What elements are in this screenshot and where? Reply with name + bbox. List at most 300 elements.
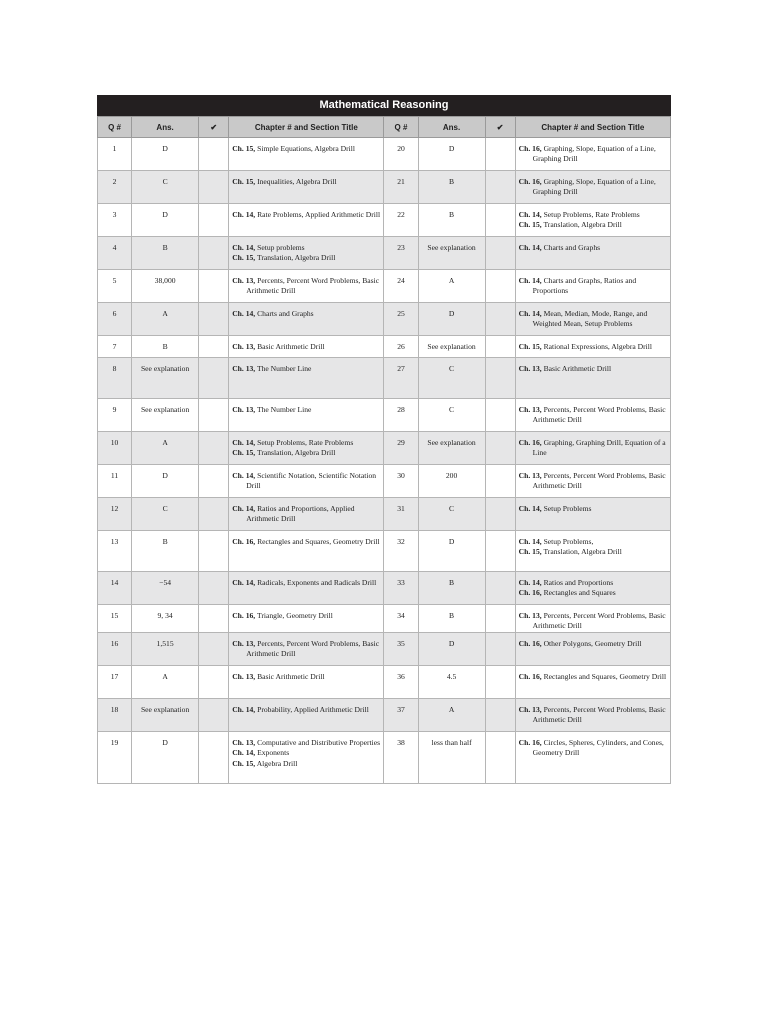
question-number: 4 [98,237,132,270]
chapter-reference [229,698,384,731]
check-cell[interactable] [485,432,515,465]
chapter-reference [515,204,670,237]
check-cell[interactable] [199,498,229,531]
question-number: 25 [384,303,418,336]
table-row [98,632,671,665]
answer-value: See explanation [418,336,485,358]
section-title: Setup Problems, [543,537,594,546]
question-number: 33 [384,572,418,605]
question-number: 17 [98,665,132,698]
answer-value: A [418,270,485,303]
answer-value: B [132,336,199,358]
answer-value: A [132,665,199,698]
question-number: 7 [98,336,132,358]
section-title: Exponents [257,748,290,758]
section-title: Inequalities, Algebra Drill [257,177,337,186]
table-row [98,138,671,171]
question-number: 22 [384,204,418,237]
check-cell[interactable] [199,731,229,783]
chapter-reference-line [519,578,667,588]
chapter-reference-line [519,504,667,514]
chapter-reference-line [519,342,667,352]
answer-value: B [132,531,199,572]
answer-value: D [132,204,199,237]
header-question-number: Q # [98,117,132,138]
header-answer: Ans. [418,117,485,138]
answer-value: See explanation [418,432,485,465]
check-cell[interactable] [199,399,229,432]
table-row [98,171,671,204]
section-title: Rectangles and Squares, Geometry Drill [543,671,667,681]
header-chapter-section: Chapter # and Section Title [515,117,670,138]
check-cell[interactable] [485,531,515,572]
chapter-reference-line [519,243,667,253]
question-number: 2 [98,171,132,204]
question-number: 20 [384,138,418,171]
section-title: Mean, Median, Mode, Range, and Weighted Mean, Setup Problems [532,309,648,329]
header-question-number: Q # [384,117,418,138]
section-title: Percents, Percent Word Problems, Basic Arithmetic Drill [532,611,666,631]
section-title: Basic Arithmetic Drill [257,342,325,351]
question-number: 27 [384,358,418,399]
answer-key-table [97,116,671,784]
chapter-number: Ch. 14, [518,504,542,513]
section-title: Percents, Percent Word Problems, Basic Arithmetic Drill [532,704,666,725]
answer-value: See explanation [132,698,199,731]
question-number: 32 [384,531,418,572]
question-number: 9 [98,399,132,432]
chapter-reference [229,465,384,498]
chapter-reference-line [232,144,380,154]
check-cell[interactable] [485,665,515,698]
chapter-number: Ch. 16, [518,438,542,447]
chapter-number: Ch. 15, [232,177,256,186]
chapter-reference-line [232,309,380,319]
chapter-reference [515,698,670,731]
chapter-reference-line [232,276,380,297]
answer-value: 1,515 [132,632,199,665]
section-title: Basic Arithmetic Drill [543,364,612,373]
check-cell[interactable] [485,399,515,432]
chapter-number: Ch. 15, [518,220,542,230]
section-title: Percents, Percent Word Problems, Basic Arithmetic Drill [532,471,666,491]
answer-value: B [418,572,485,605]
answer-value: See explanation [418,237,485,270]
header-checkmark-icon: ✔ [485,117,515,138]
chapter-reference-line [232,438,380,448]
table-row [98,605,671,633]
question-number: 11 [98,465,132,498]
table-row [98,399,671,432]
chapter-number: Ch. 13, [232,342,256,351]
chapter-reference [229,572,384,605]
answer-value: See explanation [132,358,199,399]
answer-value: See explanation [132,399,199,432]
chapter-number: Ch. 13, [518,611,542,620]
chapter-reference-line [519,405,667,426]
section-title: Percents, Percent Word Problems, Basic Arithmetic Drill [246,276,380,296]
chapter-number: Ch. 16, [518,144,542,153]
section-title: Setup Problems, Rate Problems [543,210,640,219]
answer-value: 4.5 [418,665,485,698]
chapter-number: Ch. 16, [232,611,256,620]
question-number: 31 [384,498,418,531]
table-row [98,698,671,731]
check-cell[interactable] [199,303,229,336]
check-cell[interactable] [199,204,229,237]
chapter-number: Ch. 14, [232,578,256,587]
answer-value: B [132,237,199,270]
check-cell[interactable] [485,358,515,399]
question-number: 10 [98,432,132,465]
chapter-reference-line [232,210,380,220]
answer-value: A [418,698,485,731]
section-title: Charts and Graphs [543,243,601,252]
chapter-reference [229,399,384,432]
chapter-reference-line [232,738,380,748]
section-title: Rate Problems, Applied Arithmetic Drill [257,210,381,219]
chapter-number: Ch. 16, [232,537,256,546]
chapter-reference-line [519,672,667,682]
chapter-reference-line [519,276,667,297]
chapter-number: Ch. 14, [518,578,542,587]
chapter-number: Ch. 15, [232,448,256,458]
answer-rows [98,138,671,784]
chapter-reference-line [232,537,380,547]
section-title: Radicals, Exponents and Radicals Drill [257,578,377,587]
chapter-reference-line [232,504,380,525]
section-title: Graphing, Slope, Equation of a Line, Graphing Drill [532,177,656,197]
answer-value: C [418,399,485,432]
chapter-number: Ch. 14, [232,438,256,447]
chapter-number: Ch. 14, [232,210,256,219]
table-title: Mathematical Reasoning [97,95,671,116]
table-row [98,432,671,465]
section-title: Probability, Applied Arithmetic Drill [257,704,369,714]
question-number: 26 [384,336,418,358]
chapter-reference [229,171,384,204]
section-title: Rational Expressions, Algebra Drill [543,342,652,351]
header-row [98,117,671,138]
check-cell[interactable] [485,336,515,358]
chapter-reference [515,731,670,783]
table-row [98,465,671,498]
check-cell[interactable] [199,171,229,204]
section-title: Setup Problems, Rate Problems [257,438,354,447]
section-title: Charts and Graphs [257,309,314,318]
question-number: 28 [384,399,418,432]
chapter-reference-line [519,438,667,459]
answer-value: D [132,138,199,171]
chapter-reference [229,605,384,633]
chapter-reference [229,632,384,665]
section-title: Charts and Graphs, Ratios and Proportions [532,276,637,296]
chapter-reference-line [232,342,380,352]
answer-value: B [418,605,485,633]
answer-key-sheet [97,95,671,784]
question-number: 15 [98,605,132,633]
check-cell[interactable] [485,632,515,665]
chapter-reference [515,358,670,399]
answer-value: 38,000 [132,270,199,303]
chapter-reference-line [519,144,667,165]
check-cell[interactable] [485,270,515,303]
chapter-reference-line [232,578,380,588]
answer-value: D [418,138,485,171]
chapter-reference [229,665,384,698]
chapter-number: Ch. 14, [518,276,542,285]
chapter-reference-line [232,448,380,458]
check-cell[interactable] [199,698,229,731]
section-title: Rectangles and Squares, Geometry Drill [257,537,380,546]
answer-value: C [132,171,199,204]
check-cell[interactable] [199,531,229,572]
chapter-reference-line [232,253,380,263]
chapter-reference [515,531,670,572]
chapter-reference-line [519,309,667,330]
table-row [98,498,671,531]
check-cell[interactable] [199,358,229,399]
answer-value: −54 [132,572,199,605]
chapter-number: Ch. 16, [518,737,542,747]
answer-value: 200 [418,465,485,498]
section-title: The Number Line [256,364,312,373]
chapter-reference [515,498,670,531]
chapter-reference [515,665,670,698]
chapter-reference-line [519,611,667,632]
table-row [98,336,671,358]
section-title: Percents, Percent Word Problems, Basic Arithmetic Drill [532,405,666,425]
answer-value: D [418,303,485,336]
chapter-number: Ch. 14, [518,537,542,546]
chapter-reference-line [519,738,667,759]
check-cell[interactable] [485,605,515,633]
check-cell[interactable] [199,632,229,665]
check-cell[interactable] [485,204,515,237]
chapter-reference [515,138,670,171]
chapter-reference [515,572,670,605]
check-cell[interactable] [485,465,515,498]
section-title: Setup Problems [543,504,592,513]
chapter-number: Ch. 14, [232,309,256,318]
chapter-reference [229,432,384,465]
chapter-number: Ch. 14, [518,243,542,252]
check-cell[interactable] [485,138,515,171]
section-title: Circles, Spheres, Cylinders, and Cones, Geometry Drill [532,737,664,758]
chapter-reference [515,465,670,498]
table-row [98,204,671,237]
chapter-reference-line [232,759,380,769]
table-row [98,572,671,605]
check-cell[interactable] [199,605,229,633]
section-title: Rectangles and Squares [543,588,616,598]
chapter-reference-line [232,364,380,374]
question-number: 37 [384,698,418,731]
section-title: Algebra Drill [256,758,298,768]
chapter-reference-line [232,611,380,621]
chapter-number: Ch. 13, [518,471,542,480]
header-answer: Ans. [132,117,199,138]
chapter-reference-line [519,639,667,649]
chapter-number: Ch. 14, [232,504,256,513]
check-cell[interactable] [199,572,229,605]
check-cell[interactable] [485,731,515,783]
chapter-reference-line [232,177,380,187]
check-cell[interactable] [199,270,229,303]
check-cell[interactable] [199,237,229,270]
question-number: 29 [384,432,418,465]
check-cell[interactable] [199,665,229,698]
question-number: 30 [384,465,418,498]
chapter-reference [515,270,670,303]
chapter-number: Ch. 14, [518,210,542,219]
chapter-reference [229,498,384,531]
chapter-reference [515,237,670,270]
section-title: Computative and Distributive Properties [257,737,381,747]
question-number: 21 [384,171,418,204]
chapter-number: Ch. 15, [518,342,542,351]
chapter-reference [229,358,384,399]
chapter-number: Ch. 13, [232,405,256,414]
chapter-number: Ch. 13, [518,704,542,714]
chapter-number: Ch. 14, [232,748,256,758]
section-title: The Number Line [256,405,312,414]
section-title: Translation, Algebra Drill [256,448,336,458]
chapter-reference [515,399,670,432]
answer-value: A [132,432,199,465]
chapter-reference [229,531,384,572]
question-number: 35 [384,632,418,665]
question-number: 19 [98,731,132,783]
chapter-reference [515,605,670,633]
answer-value: D [132,465,199,498]
check-cell[interactable] [199,138,229,171]
question-number: 36 [384,665,418,698]
chapter-reference-line [232,748,380,758]
section-title: Simple Equations, Algebra Drill [257,144,355,153]
table-row [98,358,671,399]
section-title: Setup problems [257,243,305,252]
question-number: 3 [98,204,132,237]
chapter-reference-line [232,471,380,492]
chapter-reference-line [232,405,380,415]
section-title: Scientific Notation, Scientific Notation Drill [246,471,377,491]
check-cell[interactable] [199,432,229,465]
chapter-reference-line [519,471,667,492]
table-row [98,303,671,336]
chapter-number: Ch. 14, [518,309,542,318]
check-cell[interactable] [485,303,515,336]
section-title: Translation, Algebra Drill [543,547,622,557]
section-title: Triangle, Geometry Drill [256,611,333,620]
header-chapter-section: Chapter # and Section Title [229,117,384,138]
answer-value: C [132,498,199,531]
chapter-reference-line [519,547,667,557]
chapter-number: Ch. 14, [232,243,256,252]
chapter-reference [229,204,384,237]
chapter-number: Ch. 13, [232,364,256,373]
question-number: 1 [98,138,132,171]
chapter-reference [515,336,670,358]
table-row [98,665,671,698]
answer-value: less than half [418,731,485,783]
chapter-reference-line [519,220,667,230]
chapter-number: Ch. 13, [232,671,256,681]
chapter-reference-line [519,705,667,726]
header-checkmark-icon: ✔ [199,117,229,138]
question-number: 34 [384,605,418,633]
chapter-reference-line [519,588,667,598]
chapter-reference [515,432,670,465]
check-cell[interactable] [485,498,515,531]
check-cell[interactable] [485,572,515,605]
section-title: Graphing, Slope, Equation of a Line, Graphing Drill [532,144,656,164]
answer-value: C [418,358,485,399]
table-row [98,531,671,572]
chapter-number: Ch. 16, [518,671,542,681]
chapter-reference [229,303,384,336]
chapter-reference [515,171,670,204]
question-number: 18 [98,698,132,731]
question-number: 16 [98,632,132,665]
chapter-reference-line [519,177,667,198]
question-number: 6 [98,303,132,336]
check-cell[interactable] [485,698,515,731]
question-number: 14 [98,572,132,605]
chapter-number: Ch. 15, [232,253,256,263]
chapter-number: Ch. 14, [232,471,256,480]
chapter-number: Ch. 15, [518,547,542,557]
chapter-number: Ch. 13, [232,638,256,648]
chapter-number: Ch. 13, [232,737,256,747]
chapter-reference-line [232,705,380,715]
answer-value: B [418,171,485,204]
chapter-reference-line [232,639,380,660]
chapter-number: Ch. 16, [518,588,542,598]
section-title: Translation, Algebra Drill [256,253,336,263]
chapter-number: Ch. 14, [232,704,256,714]
question-number: 38 [384,731,418,783]
section-title: Ratios and Proportions [543,578,614,587]
section-title: Basic Arithmetic Drill [257,671,325,681]
chapter-reference [229,270,384,303]
section-title: Ratios and Proportions, Applied Arithmetic Drill [246,504,355,524]
question-number: 23 [384,237,418,270]
check-cell[interactable] [199,336,229,358]
chapter-reference [515,632,670,665]
chapter-reference-line [519,210,667,220]
table-row [98,237,671,270]
chapter-reference [229,336,384,358]
check-cell[interactable] [485,171,515,204]
chapter-reference [229,237,384,270]
answer-value: D [132,731,199,783]
chapter-number: Ch. 16, [518,638,542,648]
check-cell[interactable] [485,237,515,270]
answer-value: D [418,632,485,665]
chapter-reference-line [519,364,667,374]
answer-value: B [418,204,485,237]
chapter-reference-line [232,672,380,682]
chapter-reference [229,731,384,783]
check-cell[interactable] [199,465,229,498]
question-number: 24 [384,270,418,303]
answer-value: A [132,303,199,336]
question-number: 5 [98,270,132,303]
answer-value: 9, 34 [132,605,199,633]
table-row [98,731,671,783]
chapter-reference [515,303,670,336]
